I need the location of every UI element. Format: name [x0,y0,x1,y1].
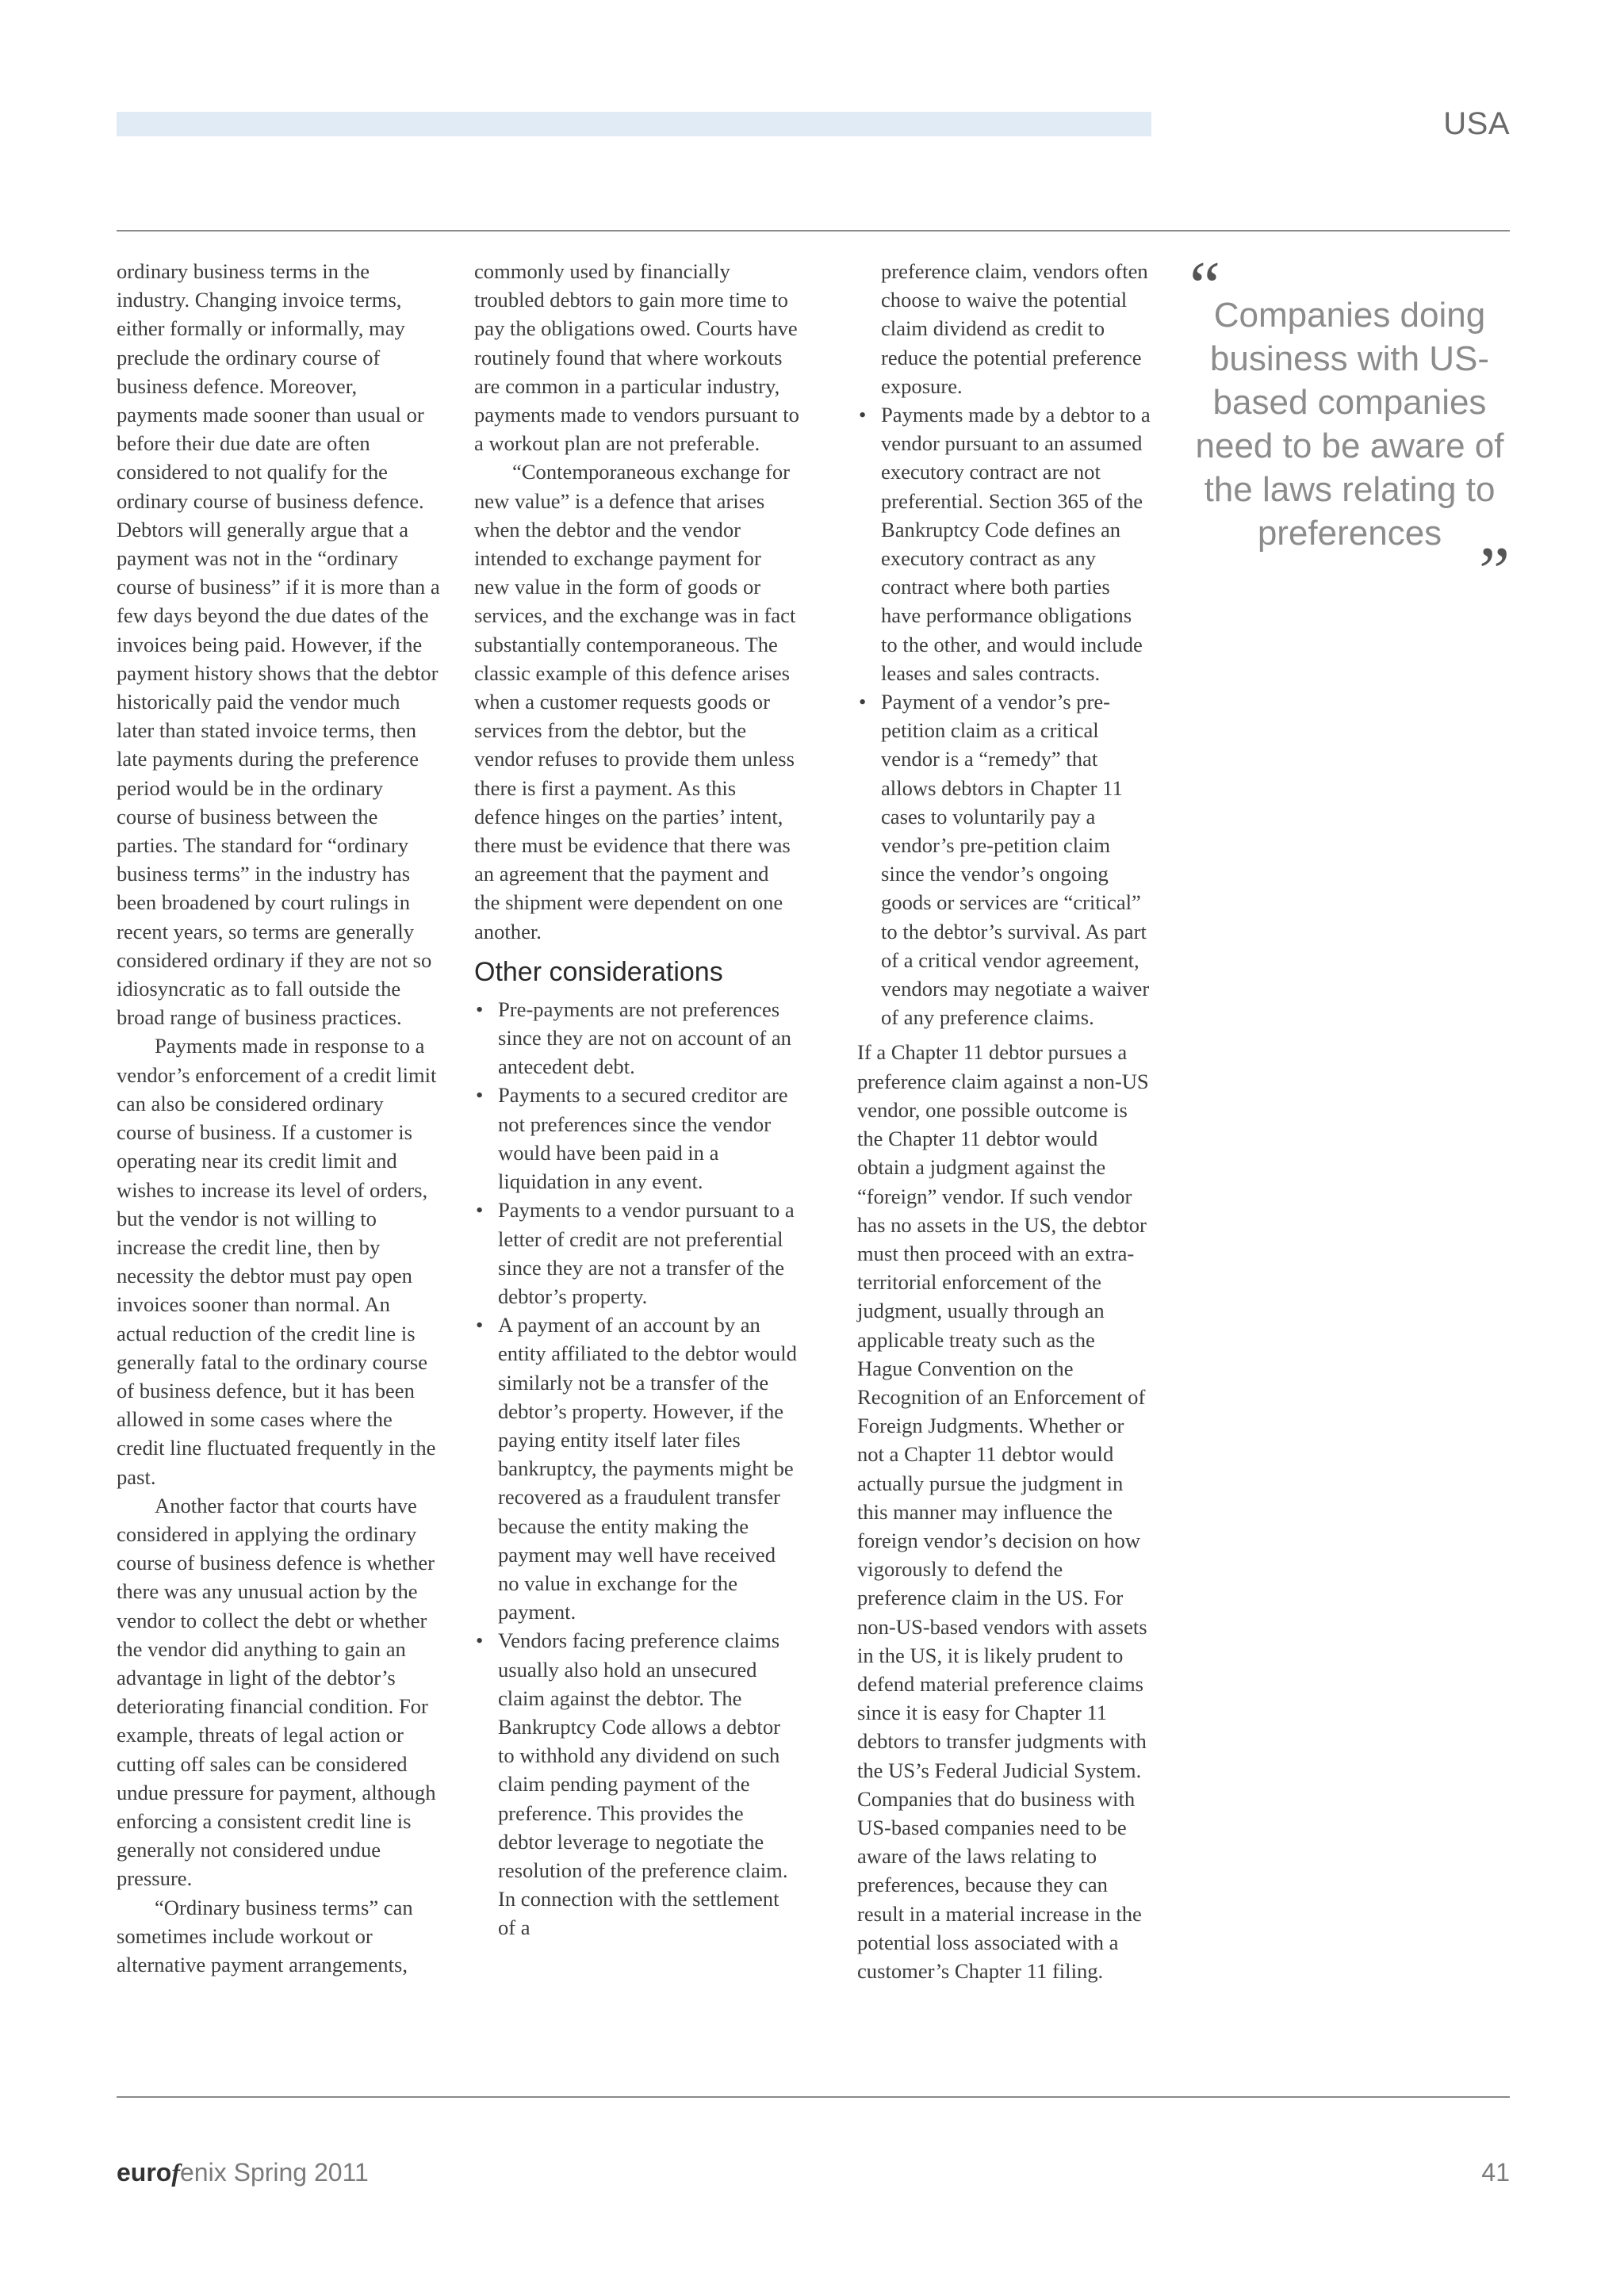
bullet-icon: • [476,1313,484,1337]
list-item-text: Payment of a vendor’s pre-petition claim as a critical vendor is a “remedy” that allows debtors in Chapter 11 cases to voluntarily pay a vendor’s pre-petition claim since the vendor’s ongoing goods or services are “critical” to the debtor’s survival. As part of a critical vendor agreement, vendors may negotiate a waiver of any preference claims. [881,690,1150,1030]
pull-quote [1189,248,1510,610]
considerations-list [474,995,799,1942]
bullet-icon: • [859,690,867,714]
list-item [474,1196,799,1311]
paragraph: Payments made in response to a vendor’s enforcement of a credit limit can also be considered ordinary course of business. If a customer is operating near its credit limit and wishes to increase its level of orders, but the vendor is not willing to increase the credit line, then by necessity the debtor must pay open invoices sooner than normal. An actual reduction of the credit line is generally fatal to the ordinary course of business defence, but it has been allowed in some cases where the credit line fluctuated frequently in the past. [117,1034,437,1489]
list-item [857,400,1152,687]
paragraph: If a Chapter 11 debtor pursues a preference claim against a non-US vendor, one possible outcome is the Chapter 11 debtor would obtain a judgment against the “foreign” vendor. If such vendor has no assets in the US, the debtor must then proceed with an extra-territorial enforcement of the judgment, usually through an applicable treaty such as the Hague Convention on the Recognition of an Enforcement of Foreign Judgments. Whether or not a Chapter 11 debtor would actually pursue the judgment in this manner may influence the foreign vendor’s decision on how vigorously to defend the preference claim in the US. For non-US-based vendors with assets in the US, it is likely prudent to defend material preference claims since it is easy for Chapter 11 debtors to transfer judgments with the US’s Federal Judicial System. [857,1040,1149,1782]
footer-brand [117,2158,369,2187]
paragraph: Another factor that courts have considered in applying the ordinary course of business defence is whether there was any unusual action by the vendor to collect the debt or whether the vendor did anything to gain an advantage in light of the debtor’s deteriorating financial condition. For example, threats of legal action or cutting off sales can be considered undue pressure for payment, although enforcing a consistent credit line is generally not considered undue pressure. [117,1493,436,1891]
section-heading: Other considerations [474,956,723,987]
list-item-text: Vendors facing preference claims usually also hold an unsecured claim against the debtor. The Bankruptcy Code allows a debtor to withhold any dividend on such claim pending payment of the preference. This provides the debtor leverage to negotiate the resolution of the preference claim. In connection with the settlement of a [498,1628,788,1940]
brand-part: enix [180,2158,227,2187]
list-item-text: Pre-payments are not preferences since they are not on account of an antecedent debt. [498,997,791,1079]
top-rule [117,230,1510,232]
list-item [857,257,1152,400]
pull-quote-text: Companies doing business with US-based companies need to be aware of the laws relating to preferences [1195,296,1504,553]
column-3 [857,257,1152,1985]
bottom-rule [117,2096,1510,2098]
list-item [474,1626,799,1942]
list-item [857,687,1152,1031]
bullet-icon: • [476,1198,484,1223]
list-item [474,995,799,1081]
paragraph: “Ordinary business terms” can sometimes include workout or alternative payment arrangements, [117,1895,413,1976]
page-number: 41 [1481,2158,1510,2187]
list-item [474,1081,799,1196]
bullet-icon: • [476,1083,484,1108]
paragraph: commonly used by financially troubled debtors to gain more time to pay the obligations owed. Courts have routinely found that where workouts are common in a particular industry, payments made to vendors pursuant to a workout plan are not preferable. [474,259,799,456]
paragraph: Companies that do business with US-based companies need to be aware of the laws relating to preferences, because they can result in a material increase in the potential loss associated with a customer’s Chapter 11 filing. [857,1786,1142,1983]
brand-part: f [171,2158,180,2187]
open-quote-icon: “ [1189,248,1221,325]
list-item-text: Payments to a vendor pursuant to a letter of credit are not preferential since they are not a transfer of the debtor’s property. [498,1198,795,1308]
bullet-icon: • [476,997,484,1021]
list-item-text: A payment of an account by an entity affiliated to the debtor would similarly not be a transfer of the debtor’s property. However, if the paying entity itself later files bankruptcy, the payments might be recovered as a fraudulent transfer because the entity making the payment may well have received no value in exchange for the payment. [498,1313,797,1624]
section-label: USA [1443,106,1510,141]
bullet-icon: • [859,403,867,427]
column-2 [474,257,799,1942]
considerations-list-continued [857,257,1152,1031]
list-item-text: Payments to a secured creditor are not preferences since the vendor would have been paid in a liquidation in any event. [498,1083,788,1194]
bullet-icon: • [476,1628,484,1653]
paragraph: “Contemporaneous exchange for new value” is a defence that arises when the debtor and the vendor intended to exchange payment for new value in the form of goods or services, and the exchange was in fact substantially contemporaneous. The classic example of this defence arises when a customer requests goods or services from the debtor, but the vendor refuses to provide them unless there is first a payment. As this defence hinges on the parties’ intent, there must be evidence that there was an agreement that the payment and the shipment were dependent on one another. [474,460,796,943]
paragraph: ordinary business terms in the industry. Changing invoice terms, either formally or informally, may preclude the ordinary course of business defence. Moreover, payments made sooner than usual or before their due date are often considered to not qualify for the ordinary course of business defence. Debtors will generally argue that a payment was not in the “ordinary course of business” if it is more than a few days beyond the due dates of the invoices being paid. However, if the payment history shows that the debtor historically paid the vendor much later than stated invoice terms, then late payments during the preference period would be in the ordinary course of business between the parties. The standard for “ordinary business terms” in the industry has been broadened by court rulings in recent years, so terms are generally considered ordinary if they are not so idiosyncratic as to fall outside the broad range of business practices. [117,259,440,1030]
column-1 [117,257,442,1979]
list-item-text: preference claim, vendors often choose to waive the potential claim dividend as credit to reduce the potential preference exposure. [881,259,1148,398]
brand-part: euro [117,2158,172,2187]
issue-label: Spring 2011 [226,2158,369,2187]
header-bar [117,112,1151,136]
list-item [474,1311,799,1626]
list-item-text: Payments made by a debtor to a vendor pursuant to an assumed executory contract are not preferential. Section 365 of the Bankruptcy Code defines an executory contract as any contract where both parties have performance obligations to the other, and would include leases and sales contracts. [881,403,1151,685]
close-quote-icon: ” [1478,534,1510,610]
